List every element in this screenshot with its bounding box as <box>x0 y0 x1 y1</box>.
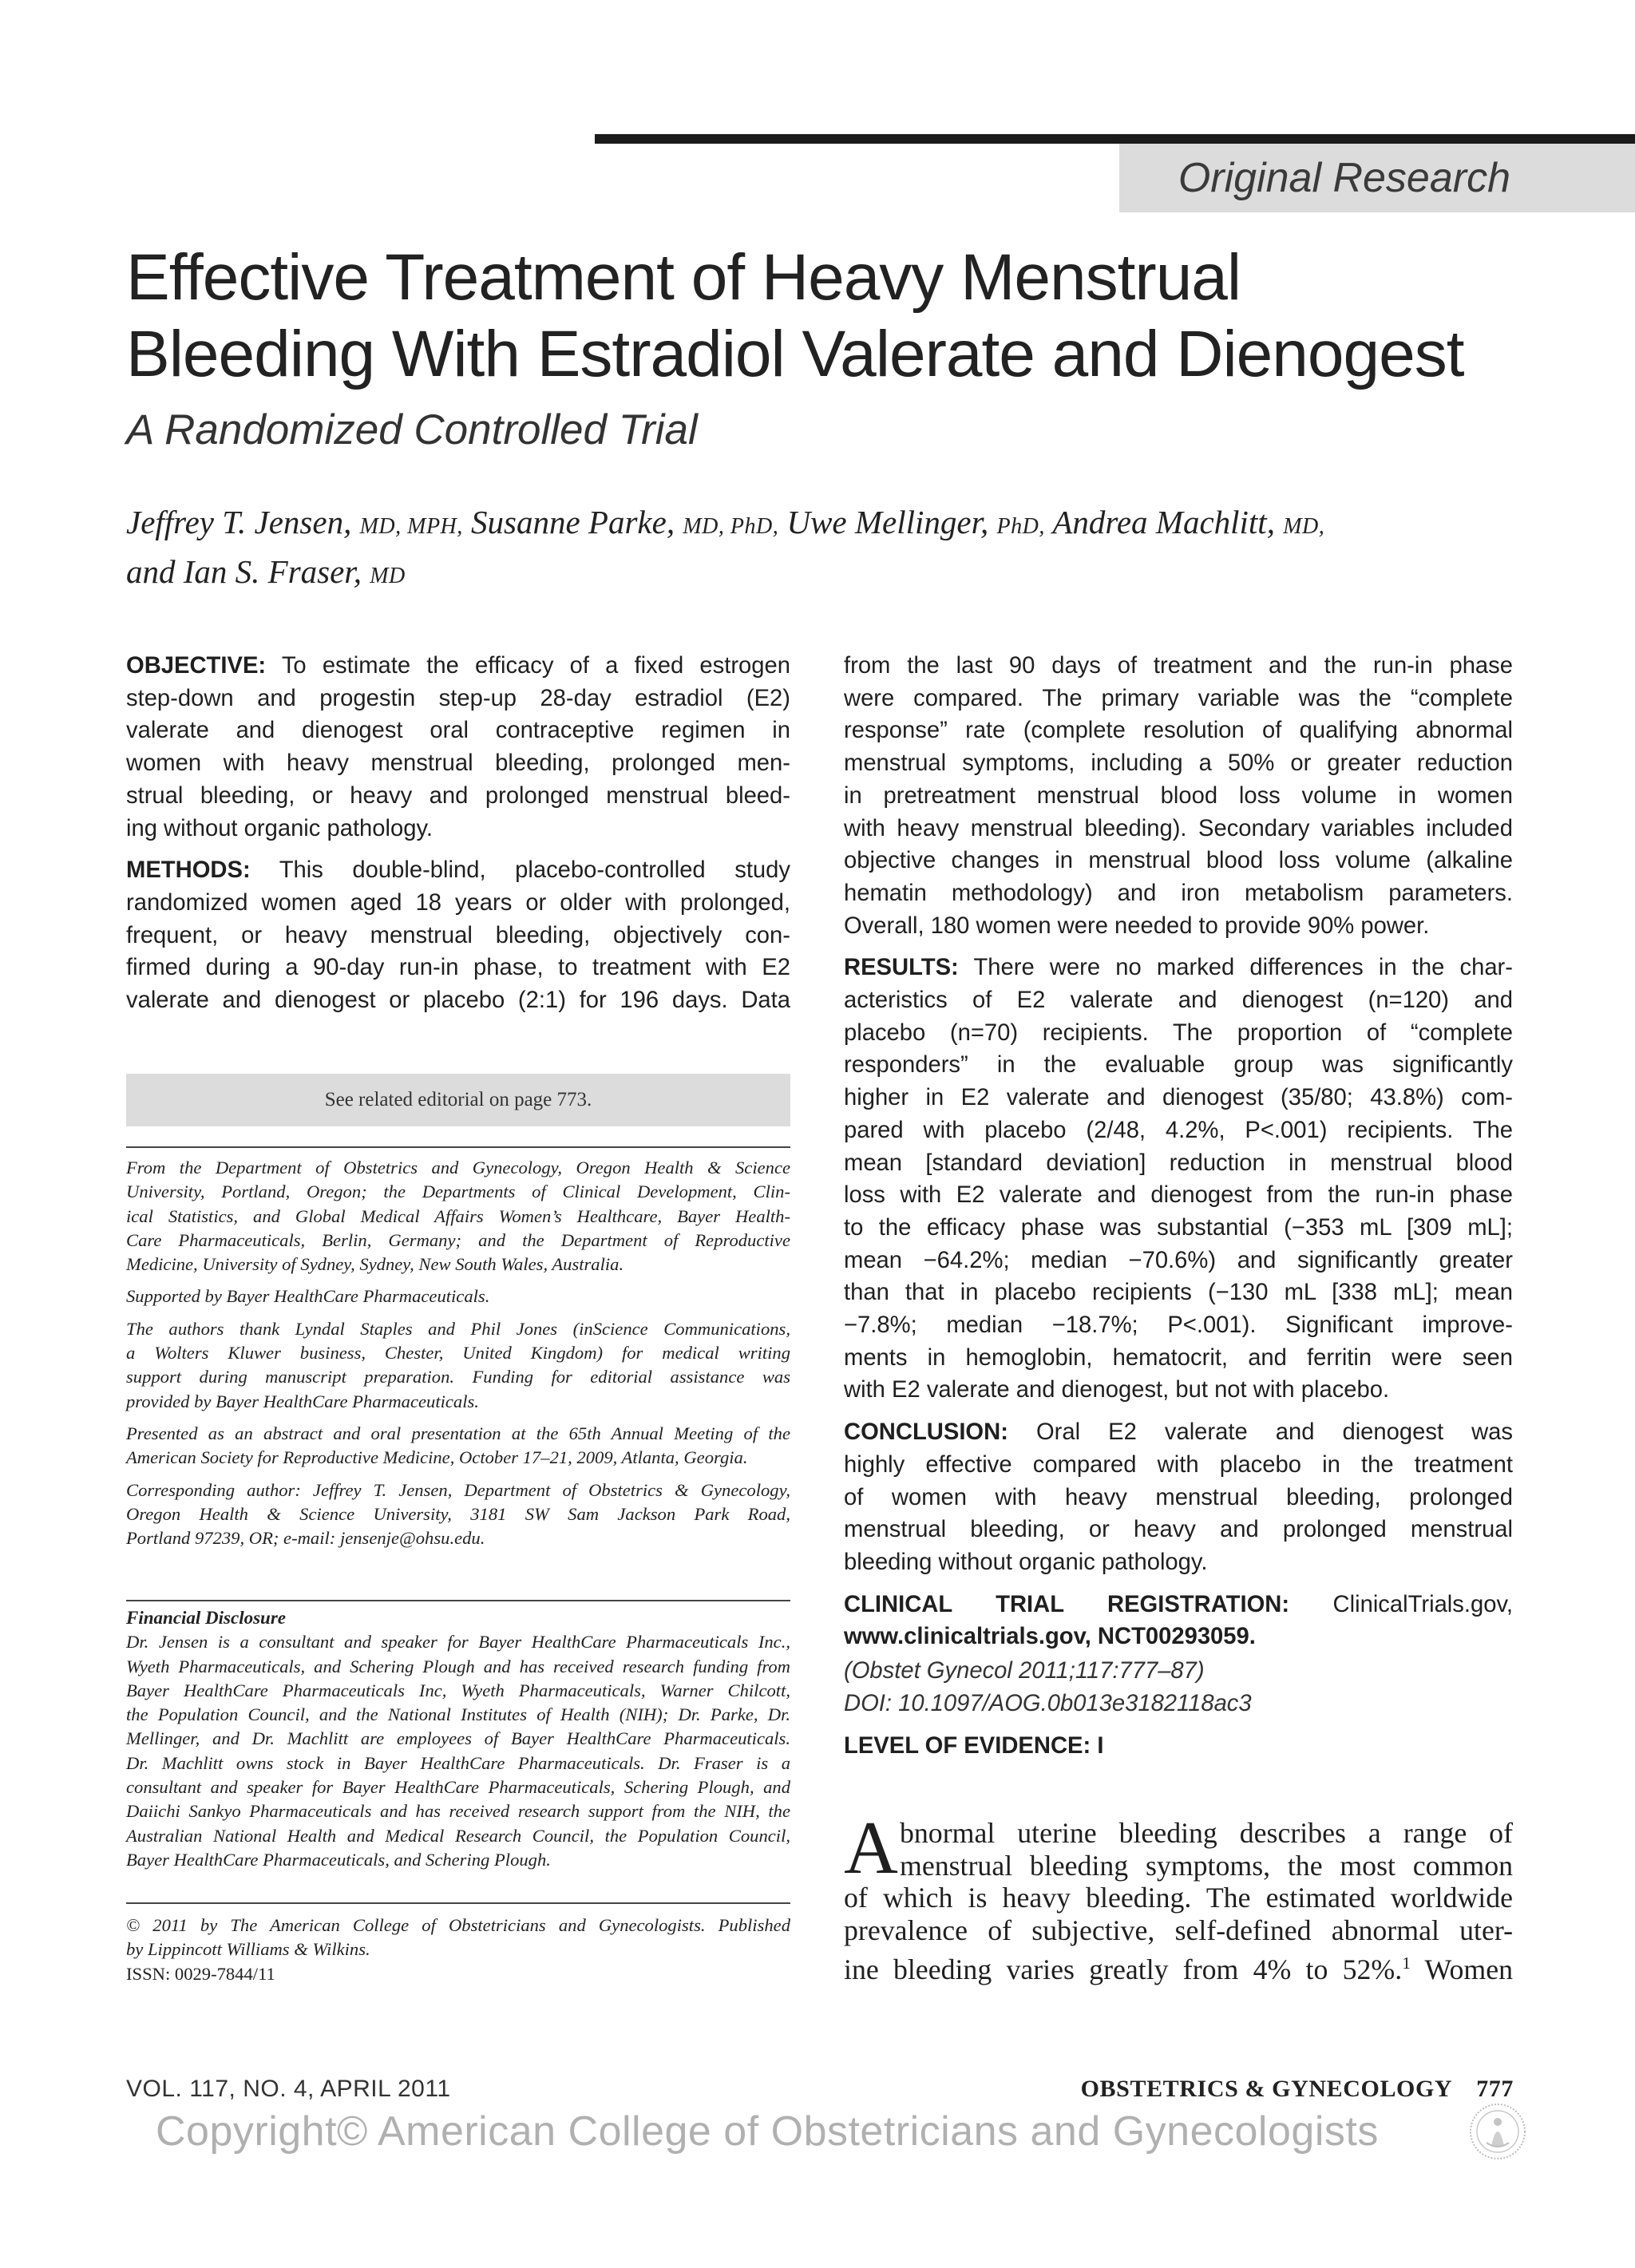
title-line: Bleeding With Estradiol Valerate and Dienogest <box>126 318 1464 390</box>
author-degrees: PhD, <box>996 514 1045 539</box>
author-degrees: MD, MPH, <box>359 514 463 539</box>
section-label: Original Research <box>1178 155 1510 201</box>
citation-block <box>844 1655 1513 1720</box>
section-head: CONCLUSION: <box>844 1419 1008 1446</box>
copyright-block: © 2011 by The American College of Obstetricians and Gynecologists. Published by Lippincott Williams & Wilkins. ISSN: 0029-7844/11 <box>126 1914 790 1986</box>
registry-link[interactable]: www.clinicaltrials.gov, NCT00293059. <box>844 1624 1256 1650</box>
abstract-line: women with heavy menstrual bleeding, prolonged men- <box>126 750 790 777</box>
author-degrees: MD, <box>1283 514 1325 539</box>
author-line <box>126 549 1563 599</box>
author-name: Andrea Machlitt, <box>1052 504 1275 540</box>
article-title <box>126 239 1587 393</box>
abstract-line: METHODS: This double-blind, placebo-controlled study <box>126 857 790 884</box>
abstract-line: ing without organic pathology. <box>126 815 433 841</box>
author-name: Jeffrey T. Jensen, <box>126 504 352 540</box>
article-subtitle: A Randomized Controlled Trial <box>126 406 698 453</box>
abstract-line: randomized women aged 18 years or older with prolonged, <box>126 889 790 916</box>
abstract-line: OBJECTIVE: To estimate the efficacy of a fixed estrogen <box>126 653 790 679</box>
author-name: Susanne Parke, <box>471 504 675 540</box>
front-matter-notes <box>126 1156 790 1558</box>
running-footer <box>1030 2076 1514 2103</box>
copyright-watermark: Copyright© American College of Obstetricians and Gynecologists <box>156 2108 1379 2155</box>
issue-info: VOL. 117, NO. 4, APRIL 2011 <box>126 2076 451 2102</box>
author-degrees: MD <box>370 564 406 588</box>
abstract-line: frequent, or heavy menstrual bleeding, objectively con- <box>126 922 790 948</box>
corresponding-author-note: Corresponding author: Jeffrey T. Jensen, Department of Obstetrics & Gynecology, Oregon Health & Science University, 3181 SW Sam Jackson Park Road, Portland 97239, OR; e-mail: jensenje@ohsu.edu. <box>126 1479 790 1549</box>
abstract-left-column <box>126 650 790 1027</box>
abstract-methods <box>126 854 790 1017</box>
citation: (Obstet Gynecol 2011;117:777–87) <box>844 1658 1205 1684</box>
abstract-objective <box>126 650 790 845</box>
journal-name: OBSTETRICS & GYNECOLOGY <box>1080 2076 1453 2102</box>
section-head: LEVEL OF EVIDENCE: <box>844 1732 1091 1759</box>
notes-divider <box>126 1146 790 1148</box>
disclosure-heading: Financial Disclosure <box>126 1608 287 1628</box>
related-editorial-note[interactable]: See related editorial on page 773. <box>126 1074 790 1126</box>
evidence-value: I <box>1097 1732 1104 1759</box>
header-rule <box>595 134 1635 144</box>
abstract-methods-continued: from the last 90 days of treatment and the run-in phase were compared. The primary variable was the “complete response” rate (complete resolution of qualifying abnormal menstrual symptoms, including a 50% or greater reduction in pretreatment menstrual blood loss volume in women with heavy menstrual bleeding). Secondary variables included objective changes in menstrual blood loss volume (alkaline hematin methodology) and iron metabolism parameters. Overall, 180 women were needed to provide 90% power. <box>844 653 1513 939</box>
drop-cap: A <box>844 1807 898 1890</box>
abstract-line: firmed during a 90-day run-in phase, to treatment with E2 <box>126 955 790 981</box>
acog-seal-icon <box>1467 2101 1528 2162</box>
reference-marker[interactable]: 1 <box>1402 1953 1411 1973</box>
support-note: Supported by Bayer HealthCare Pharmaceuticals. <box>126 1286 490 1307</box>
author-name: Uwe Mellinger, <box>786 504 989 540</box>
abstract-line: valerate and dienogest oral contraceptive regimen in <box>126 718 790 744</box>
presentation-note: Presented as an abstract and oral presentation at the 65th Annual Meeting of the American Society for Reproductive Medicine, October 17–21, 2009, Atlanta, Georgia. <box>126 1423 790 1468</box>
doi[interactable]: DOI: 10.1097/AOG.0b013e3182118ac3 <box>844 1690 1252 1716</box>
financial-disclosure: Financial Disclosure Dr. Jensen is a consultant and speaker for Bayer HealthCare Pharmaceuticals Inc., Wyeth Pharmaceuticals, and Schering Plough and has received research funding from Bayer HealthCare Pharmaceuticals Inc, Wyeth Pharmaceuticals, Warner Chilcott, the Population Council, and the National Institutes of Health (NIH); Dr. Parke, Dr. Mellinger, and Dr. Machlitt are employees of Bayer HealthCare Pharmaceuticals. Dr. Machlitt owns stock in Bayer HealthCare Pharmaceuticals. Dr. Fraser is a consultant and speaker for Bayer HealthCare Pharmaceuticals, Schering Plough, and Daiichi Sankyo Pharmaceuticals and has received research support from the NIH, the Australian National Health and Medical Research Council, the Population Council, Bayer HealthCare Pharmaceuticals, and Schering Plough. <box>126 1608 790 1870</box>
section-head: METHODS: <box>126 857 251 884</box>
affiliation-note: From the Department of Obstetrics and Gynecology, Oregon Health & Science University, Portland, Oregon; the Departments of Clinical Development, Clin- ical Statistics, and Global Medical Affairs Women’s Healthcare, Bayer Health- Care Pharmaceuticals, Berlin, Germany; and the Department of Reproductive Medicine, University of Sydney, Sydney, New South Wales, Australia. <box>126 1158 790 1275</box>
level-of-evidence <box>844 1730 1513 1763</box>
disclosure-divider <box>126 1600 790 1601</box>
section-head: CLINICAL TRIAL REGISTRATION: <box>844 1591 1290 1617</box>
body-text: A bnormal uterine bleeding describes a range of menstrual bleeding symptoms, the most common of which is heavy bleeding. The estimated worldwide prevalence of subjective, self-defined abnormal uter- ine bleeding varies greatly from 4% to 52%.$^1$ Women <box>844 1807 1513 1985</box>
abstract-registration <box>844 1589 1513 1653</box>
issn: ISSN: 0029-7844/11 <box>126 1963 275 1984</box>
author-line <box>126 500 1563 549</box>
registry-name[interactable]: ClinicalTrials.gov, <box>1332 1591 1513 1617</box>
abstract-line: valerate and dienogest or placebo (2:1) for 196 days. Data <box>126 988 790 1014</box>
abstract-results: RESULTS: There were no marked differences in the char- acteristics of E2 valerate and dienogest (n=120) and placebo (n=70) recipients. The proportion of “complete responders” in the evaluable group was significantly higher in E2 valerate and dienogest (35/80; 43.8%) com- pared with placebo (2/48, 4.2%, P<.001) recipients. The mean [standard deviation] reduction in menstrual blood loss with E2 valerate and dienogest from the run-in phase to the efficacy phase was substantial (−353 mL [309 mL]; mean −64.2%; median −70.6%) and significantly greater than that in placebo recipients (−130 mL [338 mL]; mean −7.8%; median −18.7%; P<.001). Significant improve- ments in hemoglobin, hematocrit, and ferritin were seen with E2 valerate and dienogest, but not with placebo. <box>844 955 1513 1403</box>
abstract-conclusion: CONCLUSION: Oral E2 valerate and dienogest was highly effective compared with placebo in the treatment of women with heavy menstrual bleeding, prolonged menstrual bleeding, or heavy and prolonged menstrual bleeding without organic pathology. <box>844 1419 1513 1575</box>
author-degrees: MD, PhD, <box>683 514 779 539</box>
title-line: Effective Treatment of Heavy Menstrual <box>126 241 1241 314</box>
abstract-line: step-down and progestin step-up 28-day estradiol (E2) <box>126 685 790 711</box>
author-list <box>126 500 1563 599</box>
abstract-right-column <box>844 650 1513 1771</box>
acknowledgment-note: The authors thank Lyndal Staples and Phil Jones (inScience Communications, a Wolters Kluwer business, Chester, United Kingdom) for medical writing support during manuscript preparation. Funding for editorial assistance was provided by Bayer HealthCare Pharmaceuticals. <box>126 1318 790 1411</box>
author-name: and Ian S. Fraser, <box>126 553 362 590</box>
abstract-line: strual bleeding, or heavy and prolonged menstrual bleed- <box>126 782 790 809</box>
section-head: OBJECTIVE: <box>126 653 267 679</box>
copyright-divider <box>126 1902 790 1904</box>
section-head: RESULTS: <box>844 955 959 981</box>
page-number: 777 <box>1476 2076 1514 2102</box>
